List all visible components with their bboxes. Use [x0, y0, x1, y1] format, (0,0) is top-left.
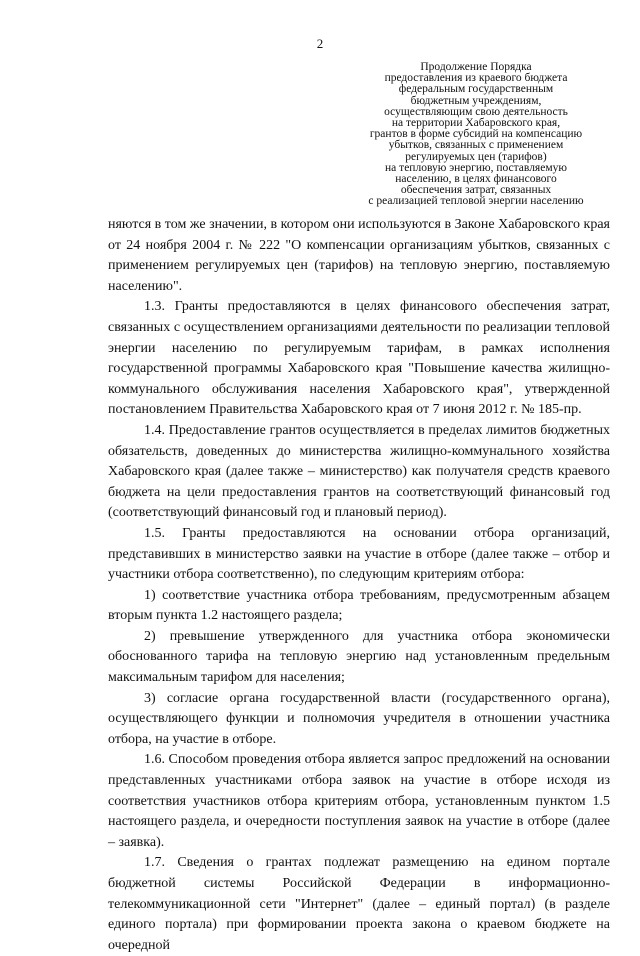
header-line: на территории Хабаровского края, [391, 117, 561, 130]
header-line: с реализацией тепловой энергии населению [368, 195, 584, 208]
header-line: убытков, связанных с применением [388, 139, 564, 152]
paragraph-1-7: 1.7. Сведения о грантах подлежат размещению на едином портале бюджетной системы Российской Федерации в информационно-телекоммуникационной сети "Интернет" (далее – единый портал) (в разделе единого портала) при формировании проекта закона о краевом бюджете на очередной [108, 855, 610, 953]
paragraph-1-5: 1.5. Гранты предоставляются на основании отбора организаций, представивших в министерство заявки на участие в отборе (далее также – отбор и участники отбора соответственно), по следующим критериям отбора: [108, 525, 610, 583]
document-header [360, 62, 592, 208]
header-line: Продолжение Порядка [420, 61, 532, 73]
criterion-3: 3) согласие органа государственной власти (государственного органа), осуществляющего функции и полномочия учредителя в отношении участника отбора, на участие в отборе. [108, 690, 610, 747]
header-line: бюджетным учреждениям, [410, 94, 542, 107]
paragraph-continuation: няются в том же значении, в котором они используются в Законе Хабаровского края от 24 ноября 2004 г. № 222 "О компенсации организациям убытков, связанных с применением регулируемых цен (тарифов) на тепловую энергию, поставляемую населению". [108, 217, 610, 294]
header-line: обеспечения затрат, связанных [400, 184, 552, 197]
header-line: грантов в форме субсидий на компенсацию [369, 128, 583, 141]
criterion-1: 1) соответствие участника отбора требованиям, предусмотренным абзацем вторым пункта 1.2 настоящего раздела; [108, 587, 610, 624]
paragraph-1-3: 1.3. Гранты предоставляются в целях финансового обеспечения затрат, связанных с осуществлением организациями деятельности по реализации тепловой энергии населению по регулируемым тарифам, в рамках исполнения государственной программы Хабаровского края "Повышение качества жилищно-коммунального обслуживания населения Хабаровского края", утвержденной постановлением Правительства Хабаровского края от 7 июня 2012 г. № 185-пр. [108, 299, 610, 418]
paragraph-1-4: 1.4. Предоставление грантов осуществляется в пределах лимитов бюджетных обязательств, доведенных до министерства жилищно-коммунального хозяйства Хабаровского края (далее также – министерство) как получателя средств краевого бюджета на цели предоставления грантов на соответствующий финансовый год (соответствующий финансовый год и плановый период). [108, 422, 610, 521]
header-line: населению, в целях финансового [395, 173, 557, 186]
header-line: федеральным государственным [398, 83, 554, 96]
header-line: осуществляющим свою деятельность [384, 105, 568, 118]
header-line: регулируемых цен (тарифов) [405, 150, 547, 163]
paragraph-1-6: 1.6. Способом проведения отбора является запрос предложений на основании представленных участниками отбора заявок на участие в отборе исходя из соответствия участников отбора критериям отбора, установленным пунктом 1.5 настоящего раздела, и очередности поступления заявок на участие в отборе (далее – заявка). [108, 752, 610, 850]
criterion-2: 2) превышение утвержденного для участника отбора экономически обоснованного тарифа на тепловую энергию над установленным предельным максимальным тарифом для населения; [108, 628, 610, 686]
document-body [108, 215, 610, 956]
header-line: на тепловую энергию, поставляемую [385, 161, 567, 174]
header-line: предоставления из краевого бюджета [384, 72, 568, 85]
page-number: 2 [316, 36, 324, 51]
